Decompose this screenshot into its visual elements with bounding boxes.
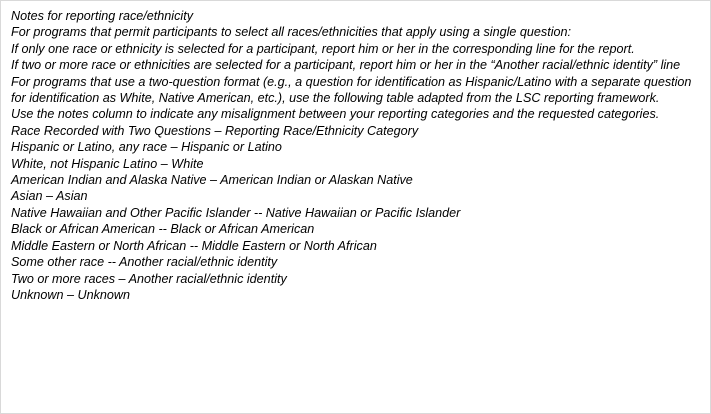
document-line: Hispanic or Latino, any race – Hispanic or Latino [11,140,282,155]
document-line: Black or African American -- Black or African American [11,222,315,237]
document-line: Unknown – Unknown [11,287,131,302]
document-body [1,1,710,303]
document-line: Some other race -- Another racial/ethnic identity [11,255,278,270]
document-line: American Indian and Alaska Native – American Indian or Alaskan Native [11,173,413,188]
document-line: Middle Eastern or North African -- Middle Eastern or North African [11,238,377,253]
document-line: Use the notes column to indicate any misalignment between your reporting categories and the requested categories. [11,107,660,122]
document-line: If only one race or ethnicity is selected for a participant, report him or her in the corresponding line for the report. [11,41,635,56]
document-line: Two or more races – Another racial/ethnic identity [11,271,287,286]
document-line: Native Hawaiian and Other Pacific Islander -- Native Hawaiian or Pacific Islander [11,205,461,220]
document-line: Asian – Asian [11,189,88,204]
document-line: For programs that use a two-question format (e.g., a question for identification as Hispanic/Latino with a separate question for identification as White, Native American, etc.), use the following table adapted from the LSC reporting framework. [11,74,695,106]
document-line: White, not Hispanic Latino – White [11,156,204,171]
document-line: Notes for reporting race/ethnicity [11,9,193,23]
document-line: If two or more race or ethnicities are selected for a participant, report him or her in the “Another racial/ethnic identity” line [11,58,681,73]
document-line: Race Recorded with Two Questions – Reporting Race/Ethnicity Category [11,123,419,138]
document-line: For programs that permit participants to select all races/ethnicities that apply using a single question: [11,25,572,40]
